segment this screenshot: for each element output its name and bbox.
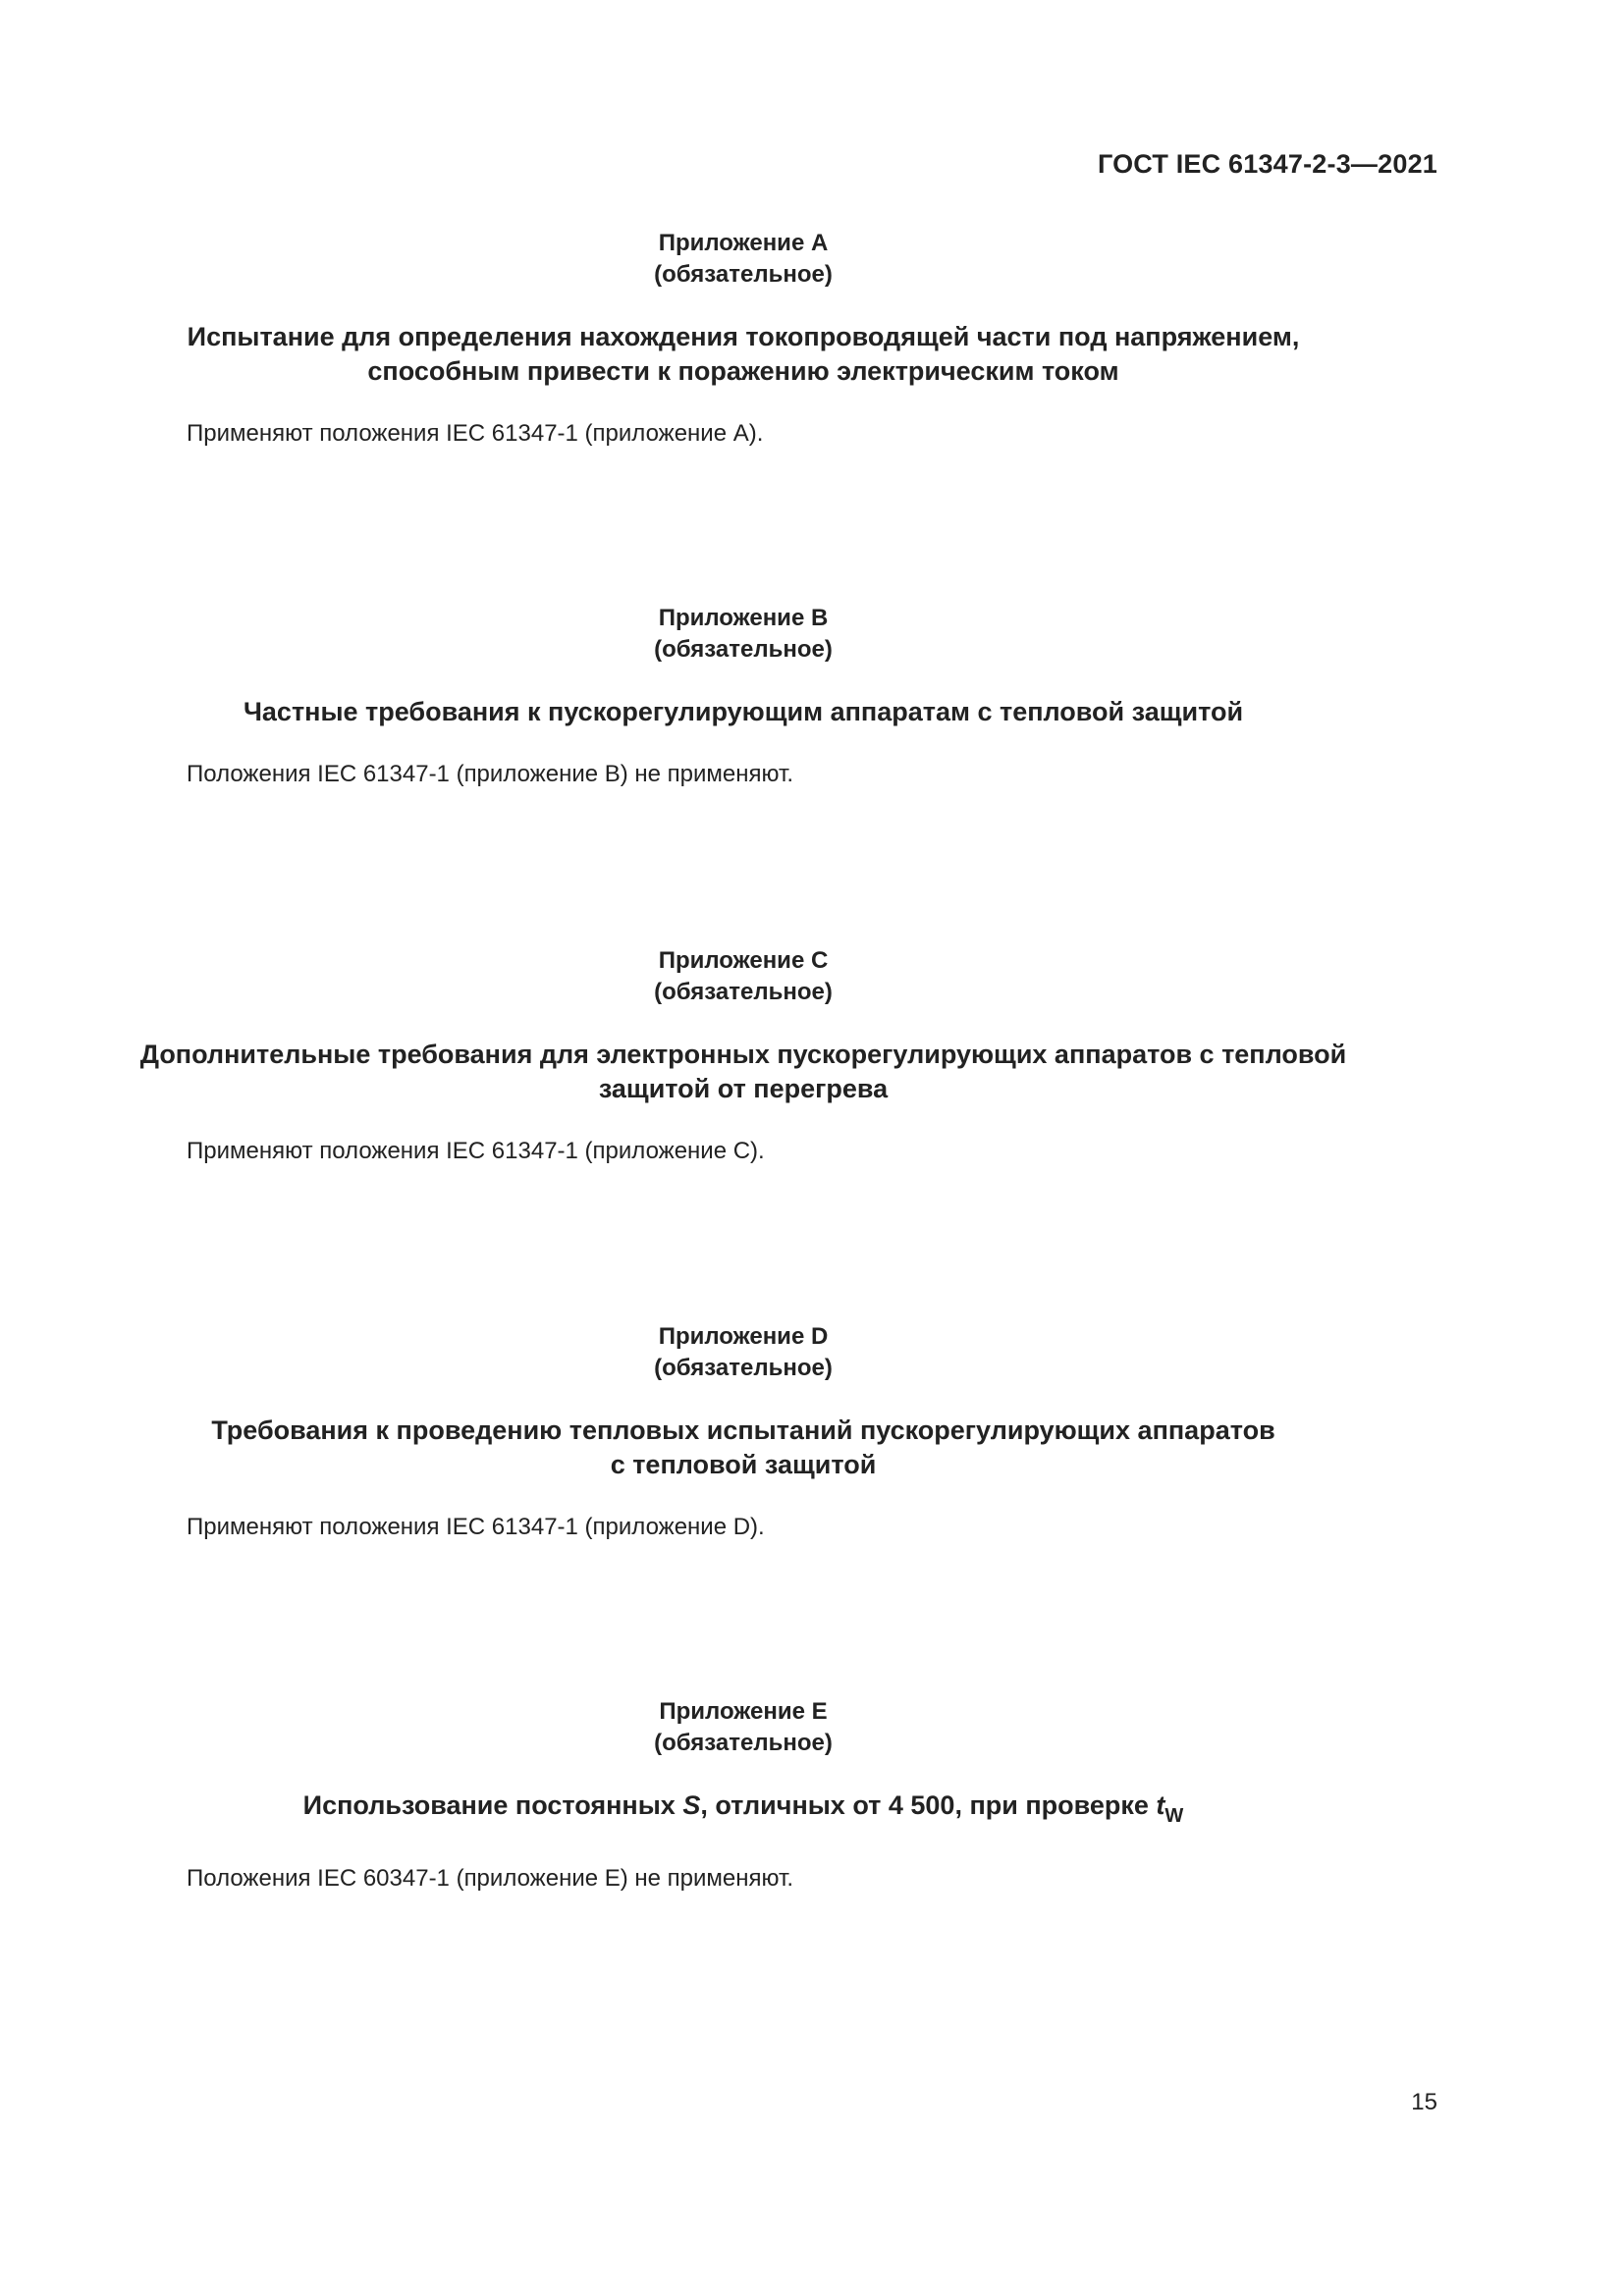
- appendix-label: Приложение С: [658, 947, 829, 974]
- appendix-d: [0, 1321, 1624, 1543]
- appendix-status: (обязательное): [654, 1730, 833, 1756]
- title-text: , отличных от 4 500, при проверке: [700, 1790, 1157, 1820]
- appendix-label: Приложение В: [658, 605, 829, 631]
- appendix-title-line: защитой от перегрева: [598, 1074, 889, 1103]
- appendix-title-line: Частные требования к пускорегулирующим аппаратам с тепловой защитой: [243, 697, 1244, 726]
- page-number: 15: [1411, 2089, 1437, 2115]
- appendix-title-line: [0, 1789, 1555, 1834]
- appendix-status: (обязательное): [654, 261, 833, 288]
- appendix-title: [0, 1038, 1555, 1106]
- appendix-title: [0, 695, 1555, 729]
- appendix-title-line: способным привести к поражению электрическим током: [367, 356, 1119, 386]
- appendix-title-line: Дополнительные требования для электронных пускорегулирующих аппаратов с тепловой: [139, 1040, 1347, 1069]
- appendix-status: (обязательное): [654, 636, 833, 663]
- appendix-body: Применяют положения IEC 61347-1 (приложение A).: [187, 420, 764, 447]
- title-text: Использование постоянных: [302, 1790, 683, 1820]
- appendix-status: (обязательное): [654, 1355, 833, 1381]
- appendix-status: (обязательное): [654, 979, 833, 1005]
- appendix-body: Применяют положения IEC 61347-1 (приложение C).: [187, 1138, 765, 1164]
- appendix-title-line: с тепловой защитой: [610, 1450, 877, 1479]
- appendix-label: Приложение Е: [659, 1698, 828, 1725]
- subscript-w: W: [1164, 1805, 1184, 1827]
- appendix-title-line: Испытание для определения нахождения токопроводящей части под напряжением,: [187, 322, 1300, 351]
- appendix-title: [0, 1414, 1555, 1482]
- appendix-title: [0, 320, 1555, 389]
- appendix-body: Положения IEC 60347-1 (приложение E) не применяют.: [187, 1865, 793, 1892]
- appendix-b: [0, 603, 1624, 790]
- appendix-body: Применяют положения IEC 61347-1 (приложение D).: [187, 1514, 765, 1540]
- symbol-s: S: [682, 1790, 701, 1820]
- appendix-body: Положения IEC 61347-1 (приложение B) не применяют.: [187, 761, 793, 787]
- appendix-c: [0, 945, 1624, 1167]
- symbol-t: t: [1156, 1790, 1165, 1820]
- appendix-label: Приложение D: [658, 1323, 829, 1350]
- appendix-title: [0, 1789, 1555, 1834]
- appendix-e: [0, 1696, 1624, 1895]
- appendix-label: Приложение А: [658, 230, 829, 256]
- appendix-a: [0, 228, 1624, 450]
- document-code: ГОСТ IEC 61347-2-3—2021: [1097, 149, 1437, 179]
- appendix-title-line: Требования к проведению тепловых испытаний пускорегулирующих аппаратов: [211, 1415, 1275, 1445]
